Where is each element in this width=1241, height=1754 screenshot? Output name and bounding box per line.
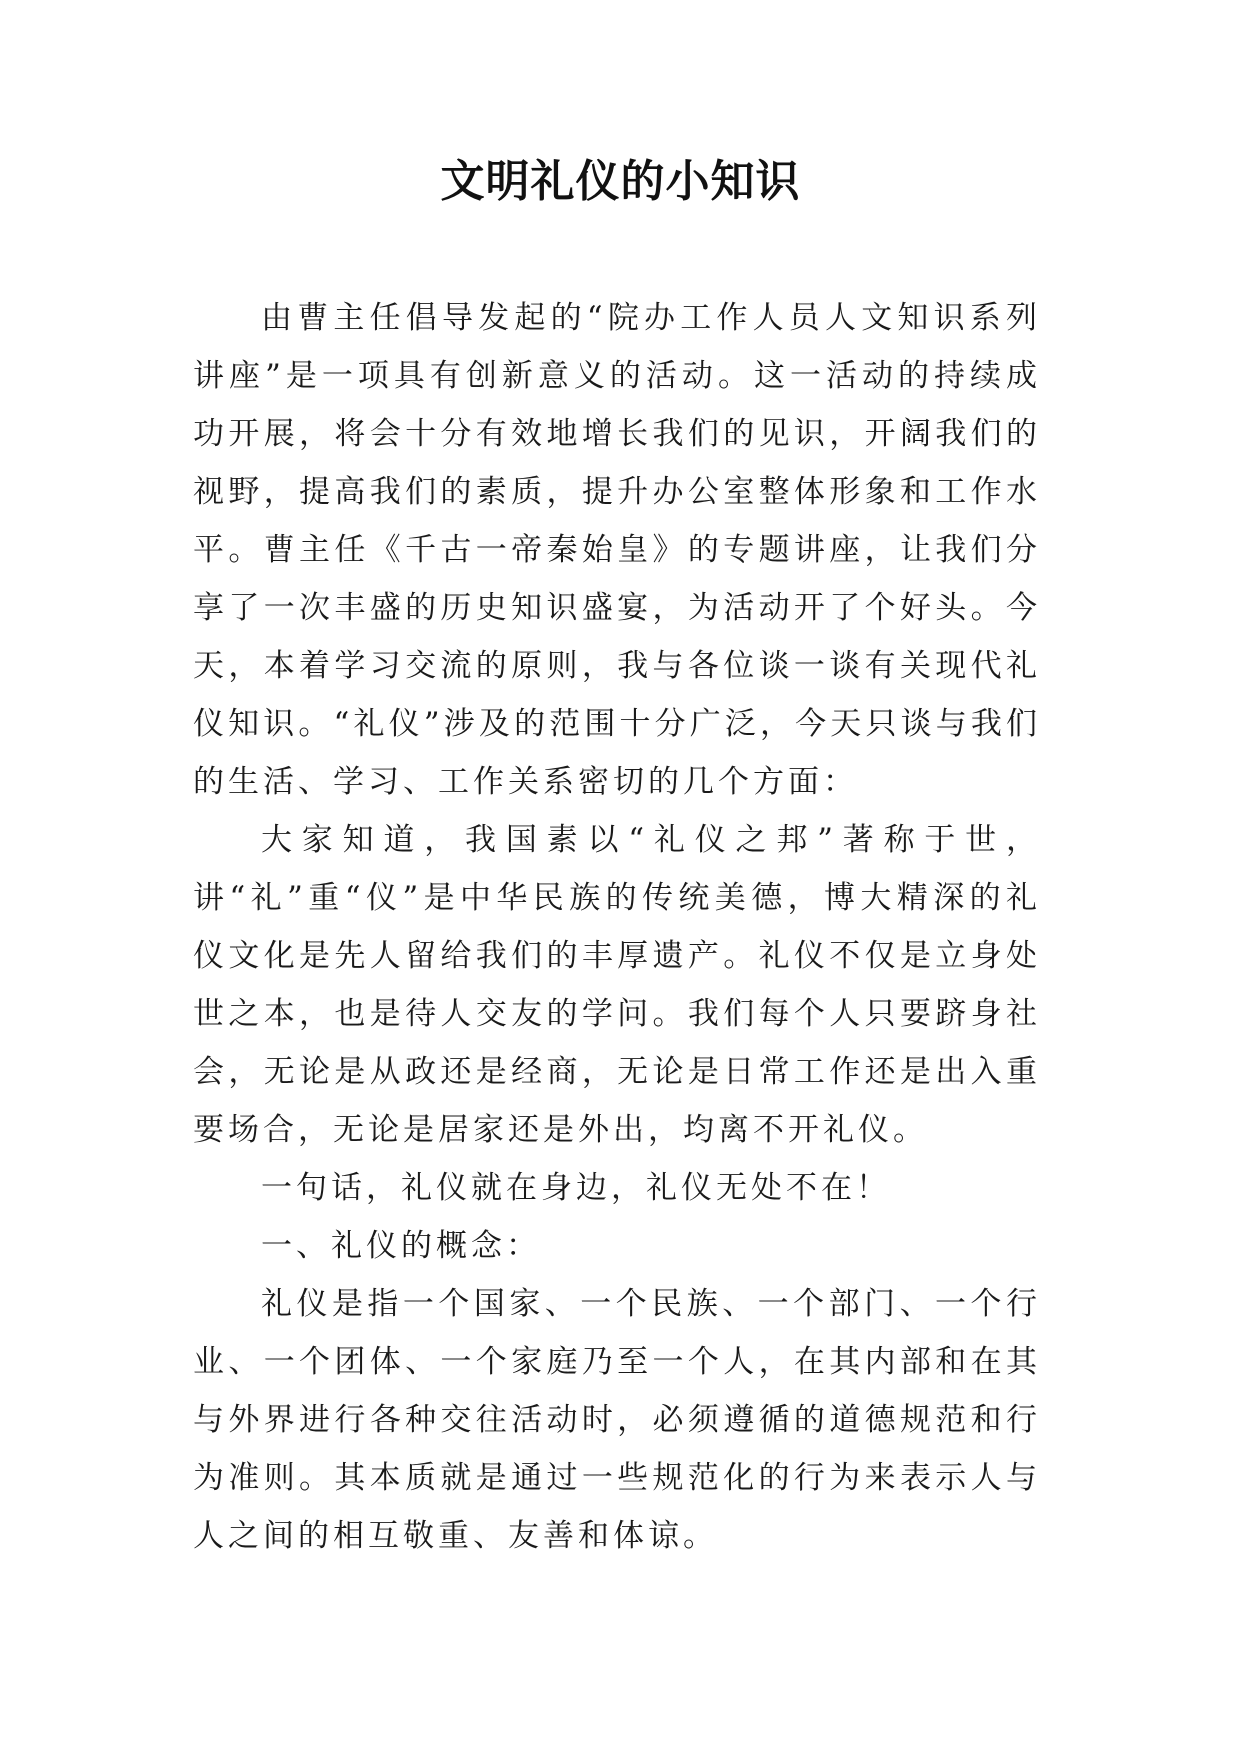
paragraph-definition: 礼仪是指一个国家、一个民族、一个部门、一个行业、一个团体、一个家庭乃至一个人，在其内部和在其与外界进行各种交往活动时，必须遵循的道德规范和行为准则。其本质就是通过一些规范化的行为来表示人与人之间的相互敬重、友善和体谅。: [193, 1286, 1041, 1554]
paragraph-heritage: 大家知道，我国素以“礼仪之邦”著称于世，讲“礼”重“仪”是中华民族的传统美德，博大精深的礼仪文化是先人留给我们的丰厚遗产。礼仪不仅是立身处世之本，也是待人交友的学问。我们每个人只要跻身社会，无论是从政还是经商，无论是日常工作还是出入重要场合，无论是居家还是外出，均离不开礼仪。: [193, 822, 1041, 1148]
document-body: [193, 289, 1041, 1565]
document-title: 文明礼仪的小知识: [440, 156, 801, 207]
section-heading-concept: 一、礼仪的概念：: [261, 1228, 541, 1264]
paragraph-intro: 由曹主任倡导发起的“院办工作人员人文知识系列讲座”是一项具有创新意义的活动。这一活动的持续成功开展，将会十分有效地增长我们的见识，开阔我们的视野，提高我们的素质，提升办公室整体形象和工作水平。曹主任《千古一帝秦始皇》的专题讲座，让我们分享了一次丰盛的历史知识盛宴，为活动开了个好头。今天，本着学习交流的原则，我与各位谈一谈有关现代礼仪知识。“礼仪”涉及的范围十分广泛，今天只谈与我们的生活、学习、工作关系密切的几个方面：: [193, 300, 1041, 800]
paragraph-summary: 一句话，礼仪就在身边，礼仪无处不在！: [261, 1170, 891, 1206]
